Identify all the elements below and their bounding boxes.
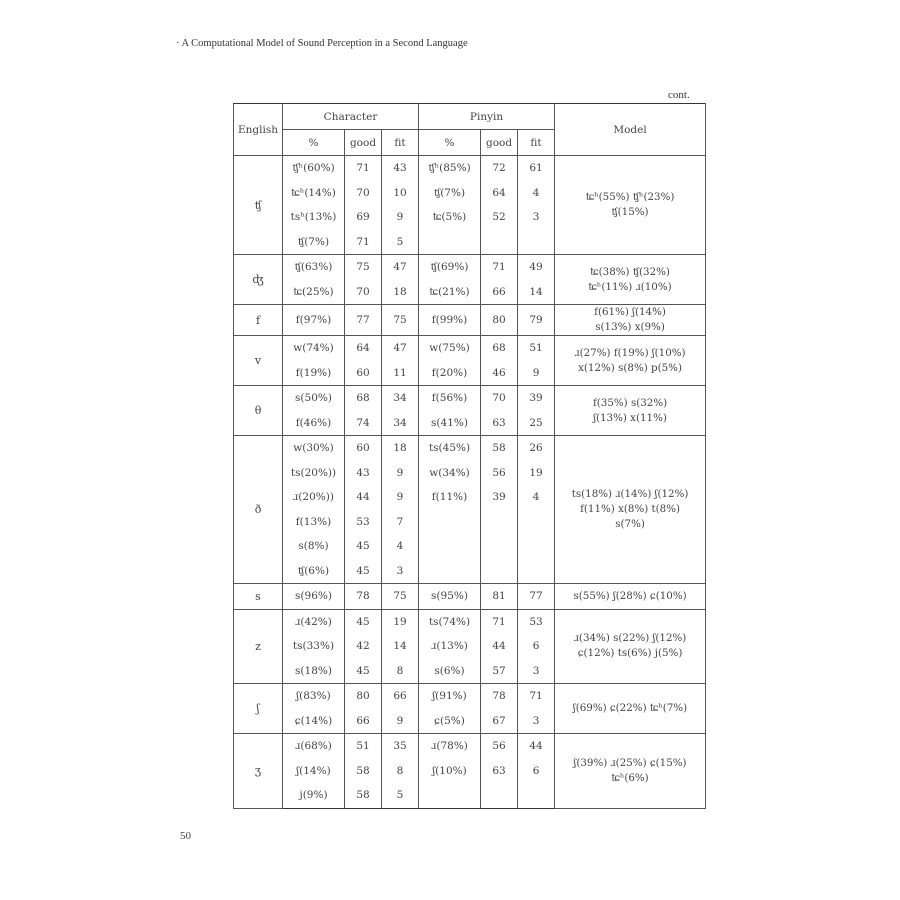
pinyin-value: s(41%) [419,411,481,436]
model-cell [555,156,706,255]
model-line: s(55%) ʃ(28%) ɕ(10%) [573,589,687,602]
character-value: s(50%) [283,386,345,411]
pinyin-fit: 6 [518,634,555,659]
pinyin-good: 78 [481,684,518,709]
character-fit: 75 [382,305,419,336]
pinyin-good: 56 [481,461,518,486]
character-good: 53 [345,510,382,535]
pinyin-value: ʧ(7%) [419,181,481,206]
pinyin-value: s(95%) [419,584,481,610]
model-line: ɹ(27%) f(19%) ʃ(10%) [574,346,686,359]
pinyin-value [419,559,481,584]
pinyin-value: ts(74%) [419,609,481,634]
character-good: 44 [345,485,382,510]
pinyin-fit: 19 [518,461,555,486]
english-phoneme: v [234,336,283,386]
character-value: tsʰ(13%) [283,205,345,230]
pinyin-value: w(34%) [419,461,481,486]
model-cell [555,684,706,734]
pinyin-value: ʃ(10%) [419,759,481,784]
pinyin-value: w(75%) [419,336,481,361]
model-line: ʨʰ(55%) ʧʰ(23%) [585,191,675,203]
character-good: 58 [345,759,382,784]
character-fit: 9 [382,709,419,734]
pinyin-good [481,230,518,255]
pinyin-value [419,783,481,808]
model-line: x(12%) s(8%) p(5%) [578,361,682,374]
pinyin-value: ʃ(91%) [419,684,481,709]
pinyin-good-header: good [481,130,518,156]
character-value: ʧʰ(60%) [283,156,345,181]
english-phoneme: ð [234,436,283,584]
character-value: ts(20%)) [283,461,345,486]
pinyin-good: 58 [481,436,518,461]
character-value: f(97%) [283,305,345,336]
pinyin-fit: 3 [518,659,555,684]
pinyin-fit [518,230,555,255]
character-fit: 18 [382,280,419,305]
pinyin-good: 72 [481,156,518,181]
character-value: ʧ(7%) [283,230,345,255]
english-phoneme: f [234,305,283,336]
character-value: ɕ(14%) [283,709,345,734]
pinyin-fit-header: fit [518,130,555,156]
pinyin-good: 68 [481,336,518,361]
pinyin-good: 57 [481,659,518,684]
character-good: 77 [345,305,382,336]
model-cell [555,609,706,684]
model-cell [555,336,706,386]
character-fit: 19 [382,609,419,634]
character-value: ʨ(25%) [283,280,345,305]
character-value: j(9%) [283,783,345,808]
english-phoneme: z [234,609,283,684]
pinyin-fit: 25 [518,411,555,436]
model-cell [555,436,706,584]
character-fit: 34 [382,411,419,436]
model-line: ɕ(12%) ts(6%) j(5%) [577,647,683,660]
model-cell [555,734,706,809]
pinyin-value [419,534,481,559]
pinyin-fit: 53 [518,609,555,634]
pinyin-good: 66 [481,280,518,305]
character-good: 51 [345,734,382,759]
pinyin-good: 71 [481,255,518,280]
model-cell [555,305,706,336]
character-good: 78 [345,584,382,610]
table-row [234,436,706,461]
character-fit: 5 [382,230,419,255]
pinyin-fit [518,510,555,535]
character-fit: 11 [382,361,419,386]
character-value: ts(33%) [283,634,345,659]
character-fit: 7 [382,510,419,535]
character-good: 60 [345,361,382,386]
character-good: 71 [345,230,382,255]
model-cell [555,584,706,610]
character-header: Character [283,104,419,130]
character-value: ʃ(14%) [283,759,345,784]
pinyin-good: 67 [481,709,518,734]
pinyin-fit [518,783,555,808]
pinyin-value: ʨ(21%) [419,280,481,305]
pinyin-fit [518,559,555,584]
character-good: 80 [345,684,382,709]
character-fit: 8 [382,659,419,684]
character-value: f(19%) [283,361,345,386]
character-value: w(30%) [283,436,345,461]
pinyin-fit: 79 [518,305,555,336]
model-line: f(11%) x(8%) t(8%) [580,503,681,515]
character-fit: 5 [382,783,419,808]
model-line: ts(18%) ɹ(14%) ʃ(12%) [571,488,689,500]
character-value: ɹ(42%) [283,609,345,634]
pinyin-fit: 51 [518,336,555,361]
english-phoneme: ʃ [234,684,283,734]
character-good: 75 [345,255,382,280]
continued-label: cont. [668,89,690,101]
character-fit: 9 [382,205,419,230]
character-percent-header: % [283,130,345,156]
english-phoneme: ʧ [234,156,283,255]
table-row [234,305,706,336]
pinyin-fit: 6 [518,759,555,784]
pinyin-good: 71 [481,609,518,634]
character-value: f(13%) [283,510,345,535]
character-good: 74 [345,411,382,436]
pinyin-fit: 3 [518,709,555,734]
character-good: 70 [345,280,382,305]
pinyin-value: f(11%) [419,485,481,510]
character-fit: 8 [382,759,419,784]
pinyin-good: 63 [481,759,518,784]
character-value: s(96%) [283,584,345,610]
pinyin-fit [518,534,555,559]
perception-table [233,103,706,809]
character-good: 45 [345,659,382,684]
pinyin-good: 80 [481,305,518,336]
character-fit: 3 [382,559,419,584]
pinyin-value: ʧʰ(85%) [419,156,481,181]
pinyin-good [481,510,518,535]
model-line: ʧ(15%) [611,206,649,218]
model-line: ʃ(13%) x(11%) [593,411,667,424]
model-line: ʨʰ(6%) [611,771,649,784]
pinyin-value: ɹ(78%) [419,734,481,759]
character-good: 42 [345,634,382,659]
table-row [234,156,706,181]
pinyin-good: 46 [481,361,518,386]
model-line: f(35%) s(32%) [592,396,668,409]
pinyin-fit: 4 [518,485,555,510]
character-value: s(18%) [283,659,345,684]
character-fit: 66 [382,684,419,709]
model-line: ʃ(69%) ɕ(22%) ʨʰ(7%) [572,702,688,714]
character-good: 71 [345,156,382,181]
pinyin-fit: 3 [518,205,555,230]
pinyin-value: ʨ(5%) [419,205,481,230]
character-fit: 47 [382,255,419,280]
character-fit: 34 [382,386,419,411]
character-fit: 43 [382,156,419,181]
model-line: ɹ(34%) s(22%) ʃ(12%) [573,632,687,645]
pinyin-value: ʧ(69%) [419,255,481,280]
pinyin-good: 52 [481,205,518,230]
character-fit: 47 [382,336,419,361]
pinyin-fit: 77 [518,584,555,610]
pinyin-fit: 71 [518,684,555,709]
character-value: ɹ(68%) [283,734,345,759]
table-row [234,734,706,759]
character-value: f(46%) [283,411,345,436]
pinyin-value: ɕ(5%) [419,709,481,734]
character-good: 68 [345,386,382,411]
character-value: ʃ(83%) [283,684,345,709]
pinyin-good: 63 [481,411,518,436]
character-fit: 9 [382,461,419,486]
pinyin-value: f(56%) [419,386,481,411]
pinyin-value: ɹ(13%) [419,634,481,659]
character-fit: 35 [382,734,419,759]
pinyin-percent-header: % [419,130,481,156]
character-good: 69 [345,205,382,230]
character-fit: 9 [382,485,419,510]
model-cell [555,386,706,436]
pinyin-fit: 26 [518,436,555,461]
character-value: s(8%) [283,534,345,559]
pinyin-fit: 14 [518,280,555,305]
character-fit: 14 [382,634,419,659]
pinyin-fit: 44 [518,734,555,759]
running-header: · A Computational Model of Sound Perception in a Second Language [176,38,468,49]
english-phoneme: s [234,584,283,610]
table-body [234,156,706,809]
character-good: 58 [345,783,382,808]
model-line: s(13%) x(9%) [595,321,665,333]
pinyin-value: f(99%) [419,305,481,336]
model-line: ʨʰ(11%) ɹ(10%) [588,280,672,293]
pinyin-good [481,559,518,584]
character-value: ʧ(63%) [283,255,345,280]
model-line: ʨ(38%) ʧ(32%) [590,265,670,278]
pinyin-header: Pinyin [419,104,555,130]
table-row [234,386,706,411]
character-fit: 4 [382,534,419,559]
pinyin-value: s(6%) [419,659,481,684]
character-value: ɹ(20%)) [283,485,345,510]
model-header: Model [555,104,706,156]
pinyin-fit: 4 [518,181,555,206]
pinyin-good: 44 [481,634,518,659]
character-good: 43 [345,461,382,486]
table-row [234,609,706,634]
pinyin-fit: 9 [518,361,555,386]
english-phoneme: θ [234,386,283,436]
character-fit: 18 [382,436,419,461]
character-good: 45 [345,609,382,634]
character-fit: 75 [382,584,419,610]
model-cell [555,255,706,305]
english-phoneme: ʤ [234,255,283,305]
english-phoneme: ʒ [234,734,283,809]
character-good: 45 [345,534,382,559]
pinyin-good [481,783,518,808]
english-header: English [234,104,283,156]
character-good-header: good [345,130,382,156]
table-row [234,255,706,280]
character-good: 60 [345,436,382,461]
pinyin-value [419,230,481,255]
character-good: 70 [345,181,382,206]
table-row [234,336,706,361]
character-fit: 10 [382,181,419,206]
pinyin-good: 56 [481,734,518,759]
pinyin-good: 70 [481,386,518,411]
pinyin-value [419,510,481,535]
table-row [234,584,706,610]
character-value: ʧ(6%) [283,559,345,584]
page-number: 50 [180,830,191,842]
pinyin-value: f(20%) [419,361,481,386]
pinyin-fit: 61 [518,156,555,181]
pinyin-fit: 49 [518,255,555,280]
character-fit-header: fit [382,130,419,156]
model-line: ʃ(39%) ɹ(25%) ɕ(15%) [573,756,687,769]
table-row [234,684,706,709]
character-good: 64 [345,336,382,361]
character-value: ʨʰ(14%) [283,181,345,206]
pinyin-value: ts(45%) [419,436,481,461]
character-good: 45 [345,559,382,584]
pinyin-good: 81 [481,584,518,610]
character-good: 66 [345,709,382,734]
pinyin-good: 39 [481,485,518,510]
pinyin-fit: 39 [518,386,555,411]
pinyin-good: 64 [481,181,518,206]
character-value: w(74%) [283,336,345,361]
pinyin-good [481,534,518,559]
model-line: f(61%) ʃ(14%) [594,306,666,318]
model-line: s(7%) [615,518,645,530]
